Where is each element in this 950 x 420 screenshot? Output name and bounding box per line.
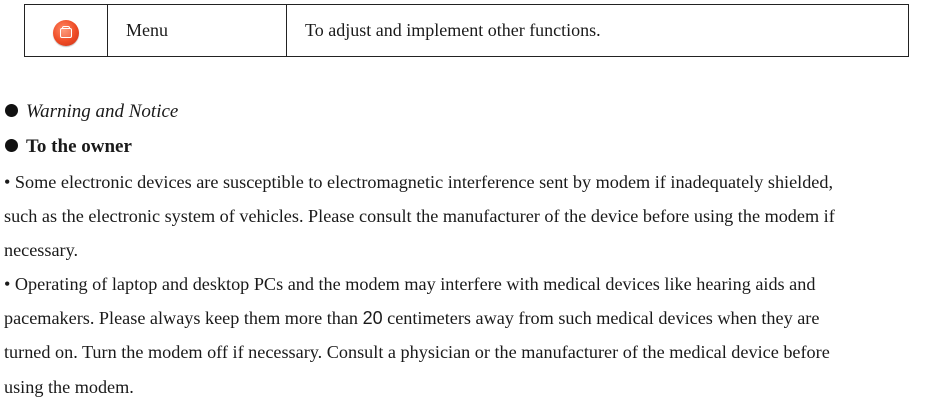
paragraph-line: using the modem. [4, 376, 134, 397]
line-text: centimeters away from such medical devices when they are [382, 308, 820, 329]
paragraph-line [4, 301, 934, 335]
line-text: pacemakers. Please always keep them more than [4, 308, 363, 329]
bullet-dot-icon [5, 139, 18, 152]
distance-number: 20 [362, 308, 383, 329]
paragraph-interference [4, 165, 934, 268]
paragraph-line: turned on. Turn the modem off if necessary. Consult a physician or the manufacturer of the medical device before [4, 342, 830, 363]
bullet-dot-icon [5, 104, 18, 117]
paragraph-line: such as the electronic system of vehicles. Please consult the manufacturer of the device before using the modem if [4, 206, 835, 227]
paragraph-line: necessary. [4, 240, 79, 261]
icon-cell [25, 5, 108, 57]
paragraph-line: • Some electronic devices are susceptible to electromagnetic interference sent by modem if inadequately shielded, [4, 172, 834, 192]
paragraph-medical-devices [4, 267, 934, 404]
menu-toolbox-icon [53, 20, 79, 46]
owner-heading-text: To the owner [26, 136, 132, 157]
table-row [25, 5, 909, 57]
function-table [24, 4, 909, 57]
function-name-cell: Menu [108, 5, 287, 57]
function-description-cell: To adjust and implement other functions. [287, 5, 909, 57]
owner-heading [5, 135, 132, 159]
warning-heading-text: Warning and Notice [26, 101, 179, 122]
warning-heading [5, 100, 178, 124]
paragraph-line: • Operating of laptop and desktop PCs and the modem may interfere with medical devices like hearing aids and [4, 274, 816, 294]
